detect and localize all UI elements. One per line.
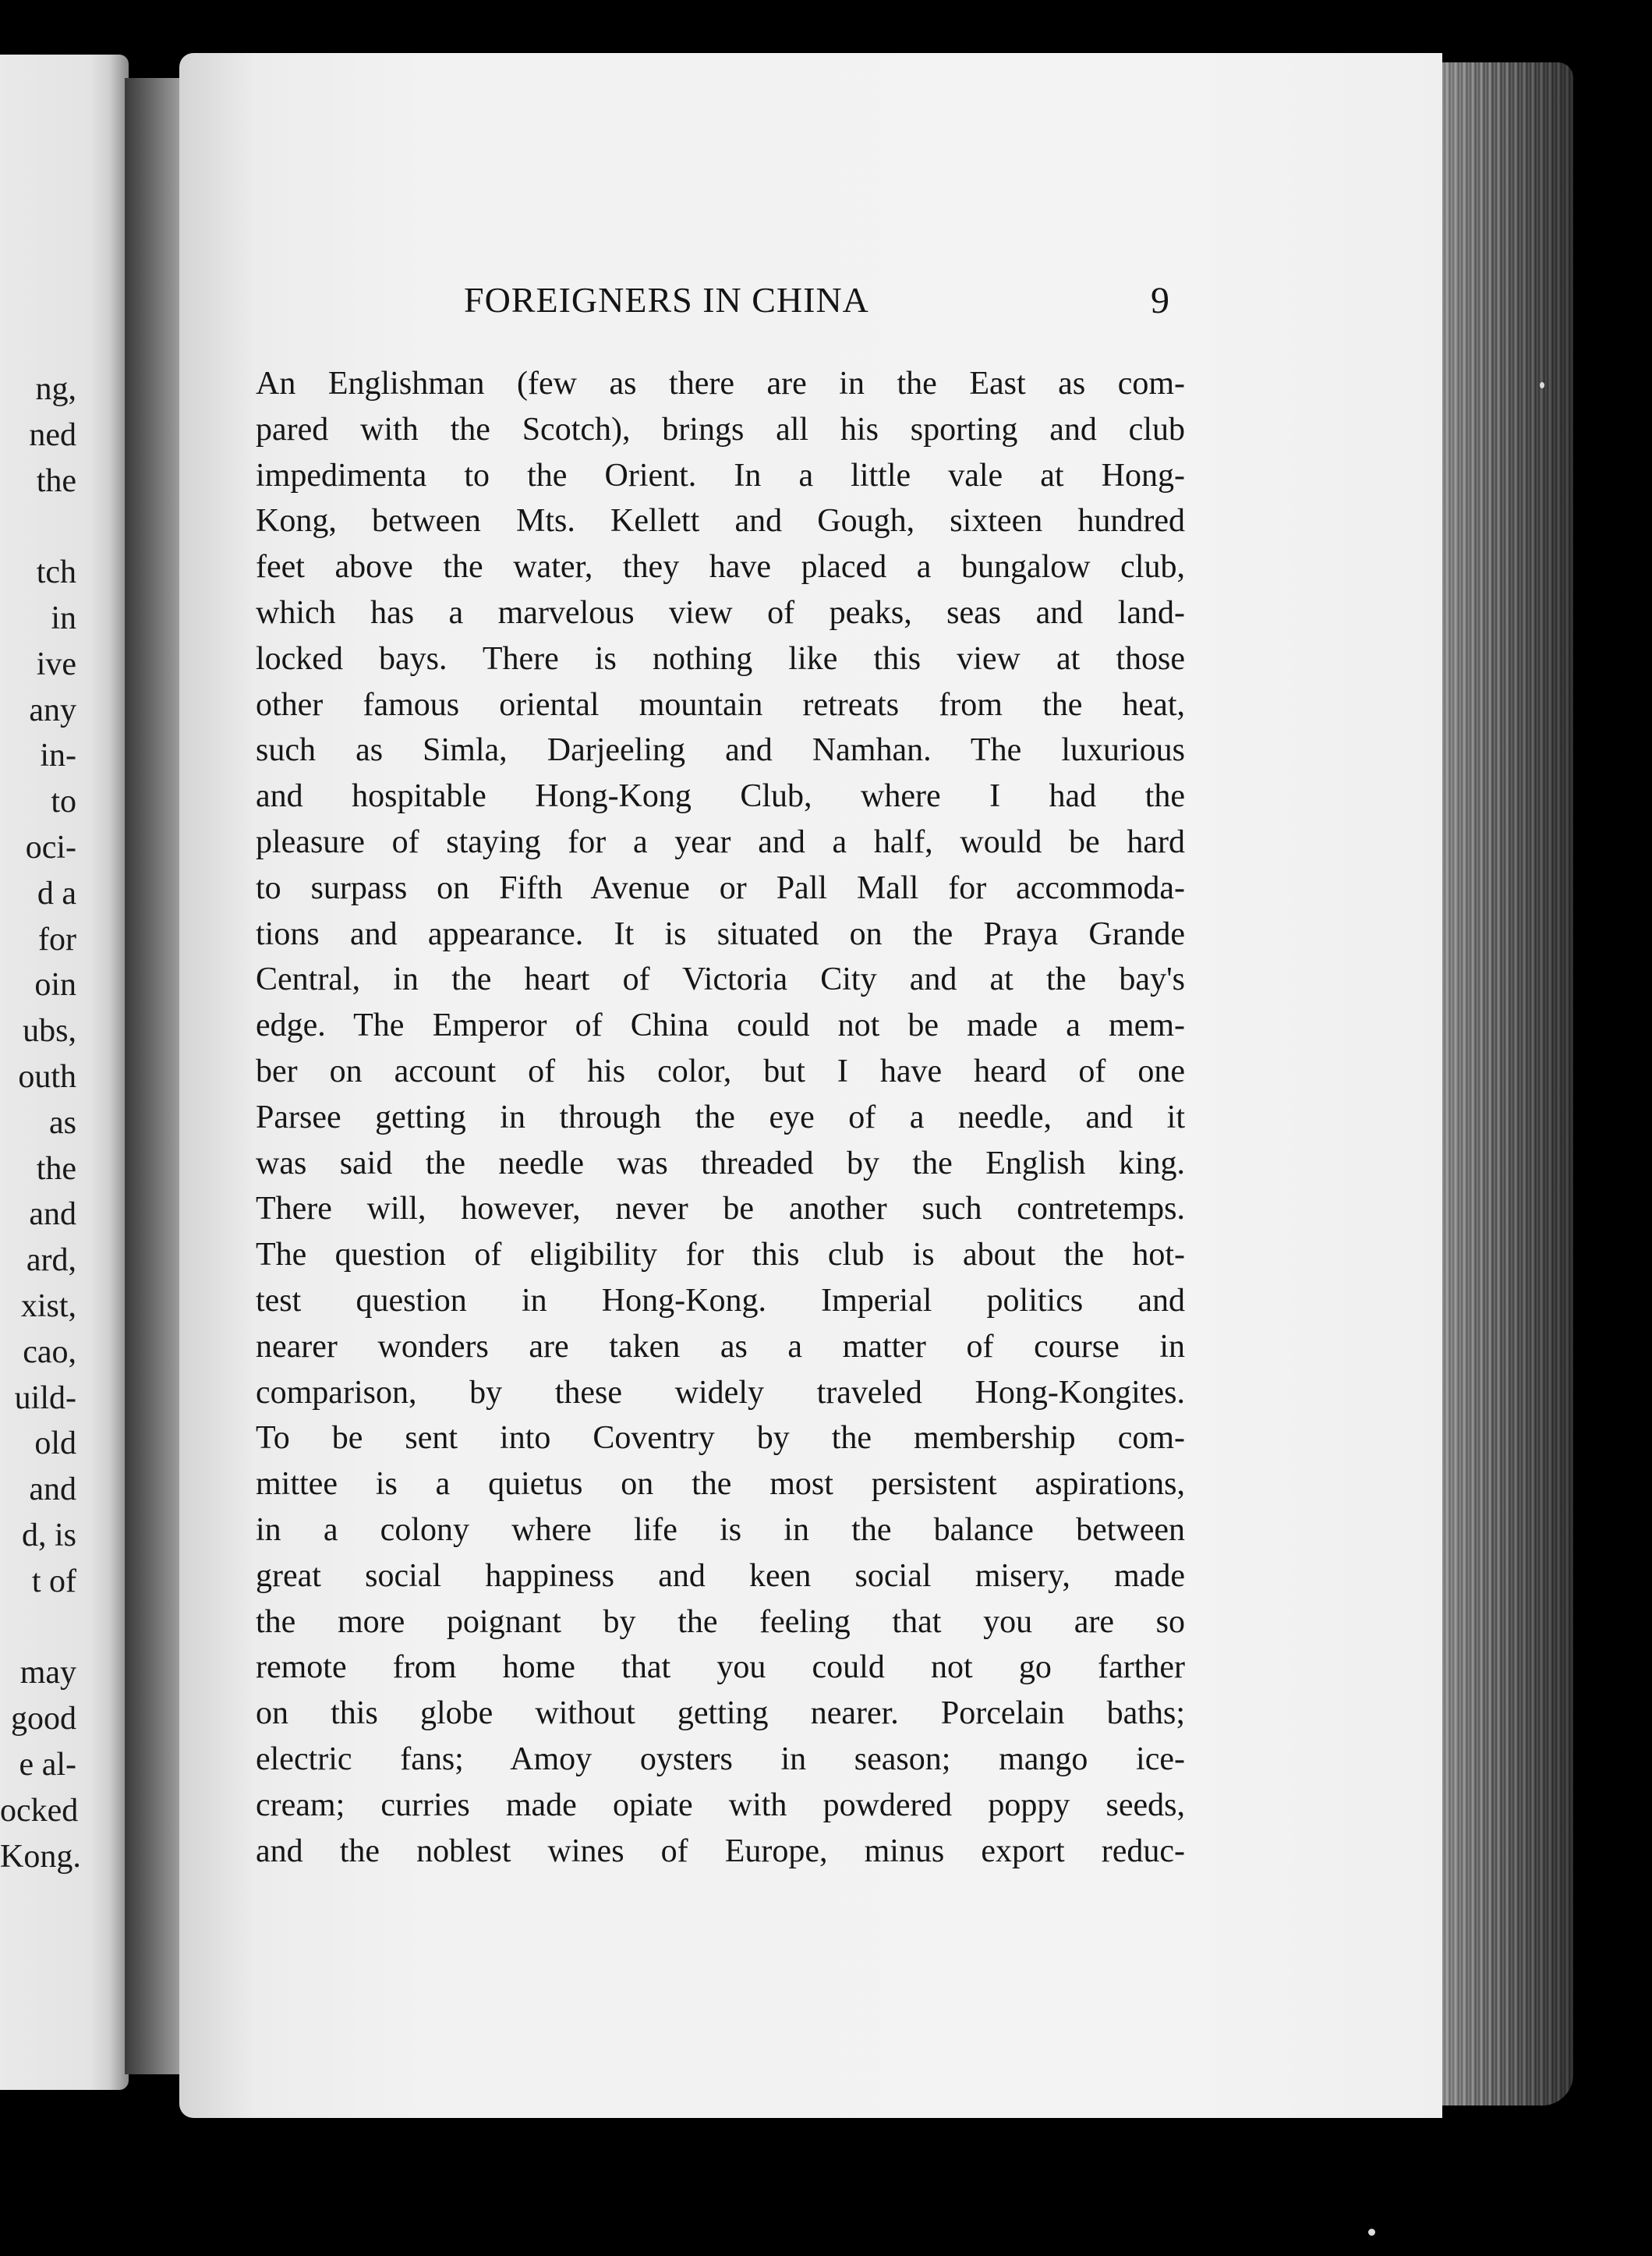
text-line: Kong, between Mts. Kellett and Gough, sixteen hundred (256, 503, 1185, 540)
text-line: Central, in the heart of Victoria City and at the bay's (256, 962, 1185, 998)
text-line: on this globe without getting nearer. Porcelain baths; (256, 1695, 1185, 1732)
previous-page-text-fragments (0, 367, 81, 1879)
text-line: pleasure of staying for a year and a half, would be hard (256, 823, 1185, 860)
text-line: An Englishman (few as there are in the East as com- (256, 366, 1185, 402)
previous-page-line-fragment (0, 1605, 76, 1651)
page-body-text (256, 361, 1185, 1874)
previous-page-line-fragment: uild- (14, 1379, 76, 1416)
previous-page-line-fragment: t of (31, 1563, 76, 1599)
page-number: 9 (1151, 280, 1169, 321)
previous-page-line-fragment: ng, (35, 371, 76, 407)
previous-page-line-fragment: ard, (26, 1242, 76, 1279)
text-line: was said the needle was threaded by the English king. (256, 1145, 1185, 1181)
previous-page-line-fragment: old (34, 1425, 76, 1462)
previous-page-line-fragment: d, is (21, 1517, 76, 1553)
text-line: The question of eligibility for this club is about the hot- (256, 1237, 1185, 1273)
text-line: To be sent into Coventry by the membership com- (256, 1420, 1185, 1457)
previous-page-line-fragment (0, 504, 76, 550)
previous-page-line-fragment: tch (36, 554, 76, 591)
text-line: test question in Hong-Kong. Imperial politics and (256, 1282, 1185, 1319)
text-line: the more poignant by the feeling that you are so (256, 1603, 1185, 1640)
previous-page-line-fragment: to (51, 784, 76, 820)
text-line: which has a marvelous view of peaks, seas and land- (256, 594, 1185, 631)
text-line: and hospitable Hong-Kong Club, where I had the (256, 778, 1185, 815)
film-speck (1368, 2229, 1375, 2236)
text-line: There will, however, never be another such contretemps. (256, 1191, 1185, 1227)
text-line: Parsee getting in through the eye of a needle, and it (256, 1099, 1185, 1135)
previous-page-line-fragment: xist, (20, 1287, 76, 1324)
text-line: locked bays. There is nothing like this view at those (256, 640, 1185, 677)
text-line: impedimenta to the Orient. In a little vale at Hong- (256, 457, 1185, 494)
text-line: pared with the Scotch), brings all his sporting and club (256, 411, 1185, 448)
previous-page-line-fragment: ive (36, 646, 76, 682)
previous-page-line-fragment: cao, (23, 1333, 76, 1370)
running-head: FOREIGNERS IN CHINA (464, 280, 869, 320)
film-speck (1540, 382, 1544, 388)
text-line: nearer wonders are taken as a matter of course in (256, 1328, 1185, 1365)
previous-page-line-fragment: good (11, 1701, 76, 1737)
text-line: other famous oriental mountain retreats from the heat, (256, 686, 1185, 723)
previous-page-line-fragment: may (19, 1655, 76, 1691)
text-line: electric fans; Amoy oysters in season; mango ice- (256, 1741, 1185, 1777)
text-line: to surpass on Fifth Avenue or Pall Mall for accommoda- (256, 869, 1185, 906)
previous-page-line-fragment: as (49, 1104, 76, 1141)
previous-page-line-fragment: and (29, 1196, 76, 1233)
previous-page-line-fragment: oci- (25, 829, 76, 866)
previous-page-line-fragment: the (36, 462, 76, 499)
text-line: feet above the water, they have placed a bungalow club, (256, 549, 1185, 586)
text-line: tions and appearance. It is situated on the Praya Grande (256, 916, 1185, 952)
text-line: such as Simla, Darjeeling and Namhan. The luxurious (256, 732, 1185, 769)
text-line: mittee is a quietus on the most persistent aspirations, (256, 1466, 1185, 1503)
text-line: ber on account of his color, but I have heard of one (256, 1053, 1185, 1089)
previous-page-line-fragment: d a (37, 875, 76, 912)
text-line: remote from home that you could not go farther (256, 1649, 1185, 1686)
text-line: comparison, by these widely traveled Hong-Kongites. (256, 1374, 1185, 1411)
previous-page-line-fragment: and (29, 1472, 76, 1508)
page-edges-shade (1441, 62, 1573, 2105)
previous-page (0, 55, 129, 2090)
previous-page-line-fragment: Kong. (0, 1838, 81, 1875)
previous-page-line-fragment: any (29, 692, 76, 728)
previous-page-line-fragment: outh (18, 1058, 76, 1095)
page-header (265, 279, 1169, 334)
previous-page-line-fragment: ocked (0, 1792, 79, 1829)
previous-page-line-fragment: oin (34, 967, 76, 1004)
previous-page-line-fragment: e al- (19, 1746, 76, 1783)
text-line: in a colony where life is in the balance between (256, 1511, 1185, 1548)
text-line: cream; curries made opiate with powdered poppy seeds, (256, 1787, 1185, 1823)
previous-page-line-fragment: ned (29, 416, 76, 453)
text-line: and the noblest wines of Europe, minus export reduc- (256, 1833, 1185, 1869)
previous-page-line-fragment: in (51, 600, 76, 636)
text-line: edge. The Emperor of China could not be made a mem- (256, 1008, 1185, 1044)
previous-page-line-fragment: the (36, 1150, 76, 1187)
text-line: great social happiness and keen social misery, made (256, 1557, 1185, 1594)
previous-page-line-fragment: for (38, 921, 76, 958)
previous-page-line-fragment: ubs, (23, 1013, 76, 1050)
previous-page-line-fragment: in- (40, 738, 76, 774)
